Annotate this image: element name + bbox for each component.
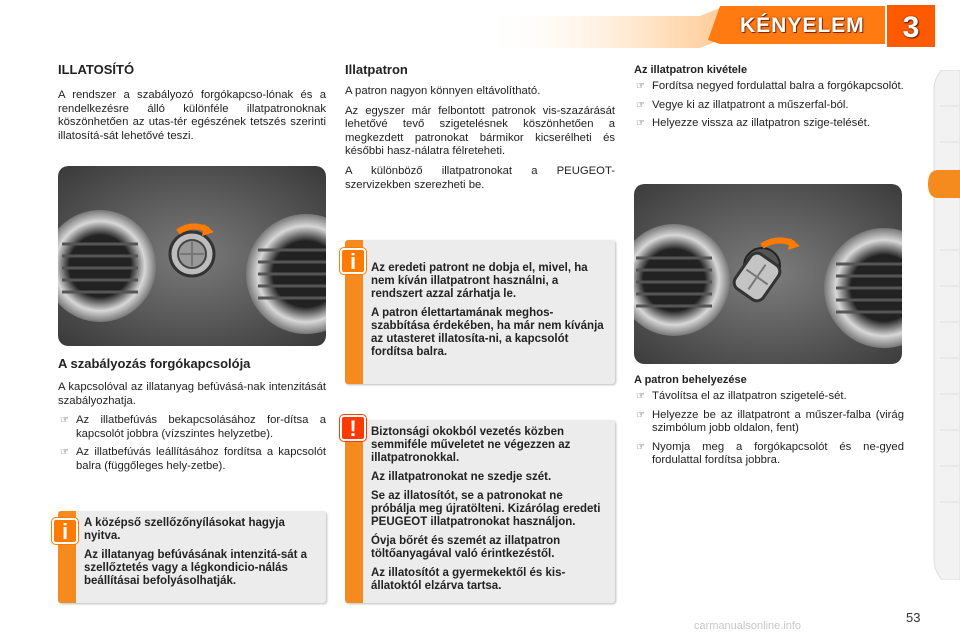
kapcsolo-paragraph: A kapcsolóval az illatanyag befúvásá-nak intenzitását szabályozhatja.	[58, 381, 326, 407]
list-item: ☞ Az illatbefúvás bekapcsolásához for-dítsa a kapcsolót jobbra (vízszintes helyzetbe).	[60, 414, 326, 440]
note-text: Óvja bőrét és szemét az illatpatron töltőanyagával való érintkezéstől.	[371, 535, 561, 560]
kivetel-bullets	[634, 80, 904, 131]
paragraph: Az egyszer már felbontott patronok vis-szazárását lehetővé tevő szigetelésnek köszönhetően a megkezdett patronokat bármikor kicserélheti és későbbi hasz-nálatra félreteheti.	[345, 104, 615, 158]
pointing-hand-icon: ☞	[636, 441, 645, 453]
column-2	[345, 62, 615, 198]
info-icon: i	[52, 518, 78, 544]
column-1-lower	[58, 356, 326, 479]
behelyezes-bullets	[634, 390, 904, 468]
warning-note	[345, 420, 615, 603]
pointing-hand-icon: ☞	[636, 391, 645, 402]
info-icon: i	[340, 248, 366, 274]
list-item: ☞ Az illatbefúvás leállításához fordítsa a kapcsolót balra (függőleges hely-zetbe).	[60, 446, 326, 472]
list-item: ☞ Nyomja meg a forgókapcsolót és ne-gyed fordulattal fordítsa jobbra.	[636, 440, 904, 467]
paragraph: A különböző illatpatronokat a PEUGEOT-szervizekben szerezheti be.	[345, 164, 615, 191]
list-item: ☞ Helyezze be az illatpatront a műszer-falba (virág szimbólum jobb oldalon, fent)	[636, 408, 904, 435]
chapter-number: 3	[902, 11, 920, 44]
pointing-hand-icon: ☞	[636, 118, 645, 130]
list-item: ☞ Helyezze vissza az illatpatron szige-telését.	[636, 117, 870, 130]
pointing-hand-icon: ☞	[60, 447, 69, 459]
list-item: ☞ Vegye ki az illatpatront a műszerfal-ból.	[636, 98, 849, 111]
note-text: Biztonsági okokból vezetés közben semmiféle műveletet ne végezzen az illatpatronokkal.	[371, 426, 571, 464]
page-title: KÉNYELEM	[740, 14, 865, 37]
pointing-hand-icon: ☞	[636, 81, 645, 92]
info-note-vents	[58, 511, 326, 603]
list-item: ☞ Fordítsa negyed fordulattal balra a forgókapcsolót.	[636, 80, 904, 92]
section-heading-kapcsolo: A szabályozás forgókapcsolója	[58, 356, 251, 371]
section-heading-illatpatron: Illatpatron	[345, 62, 408, 77]
intro-paragraph: A rendszer a szabályozó forgókapcso-lónak és a rendelkezésre álló különféle illatpatronoknak köszönhetően az utas-tér egészének tetszés szerinti illatosítá-sát lehetővé teszi.	[58, 89, 326, 142]
note-text: Se az illatosítót, se a patronokat ne próbálja meg újratölteni. Kizárólag eredeti PEUGEOT illatpatronokat használjon.	[371, 490, 601, 528]
warning-icon: !	[340, 415, 366, 441]
page-number: 53	[906, 610, 921, 625]
section-heading-behelyezes: A patron behelyezése	[634, 374, 747, 386]
pointing-hand-icon: ☞	[636, 99, 645, 111]
note-text: Az illatpatronokat ne szedje szét.	[371, 471, 552, 483]
note-text: Az illatanyag befúvásának intenzitá-sát a szellőztetés vagy a légkondicio-nálás beállításai befolyásolhatják.	[84, 549, 308, 587]
column-3	[634, 64, 904, 136]
pointing-hand-icon: ☞	[636, 409, 645, 421]
pointing-hand-icon: ☞	[60, 415, 69, 427]
chapter-tabs[interactable]	[928, 70, 960, 580]
section-heading-illatosito: ILLATOSÍTÓ	[58, 62, 135, 77]
list-item: ☞ Távolítsa el az illatpatron szigetelé-sét.	[636, 390, 847, 402]
section-heading-kivetel: Az illatpatron kivétele	[634, 64, 748, 76]
kapcsolo-bullets	[58, 414, 326, 473]
column-1	[58, 62, 326, 149]
watermark: carmanualsonline.info	[694, 620, 802, 632]
column-3-lower	[634, 374, 904, 473]
note-text: Az eredeti patront ne dobja el, mivel, ha nem kíván illatpatront használni, a rendszert azzal zárhatja le.	[371, 262, 588, 300]
vent-knob-photo	[58, 166, 326, 346]
info-note-patron	[345, 240, 615, 384]
note-text: Az illatosítót a gyermekektől és kis-állatoktól elzárva tartsa.	[371, 567, 566, 592]
note-text: A patron élettartamának meghos-szabbítása érdekében, ha már nem kívánja az utasteret illatosíta-ni, a kapcsolót fordítsa balra.	[371, 307, 604, 358]
cartridge-removal-photo	[634, 184, 902, 364]
paragraph: A patron nagyon könnyen eltávolítható.	[345, 85, 541, 97]
note-text: A középső szellőzőnyílásokat hagyja nyitva.	[84, 517, 285, 542]
